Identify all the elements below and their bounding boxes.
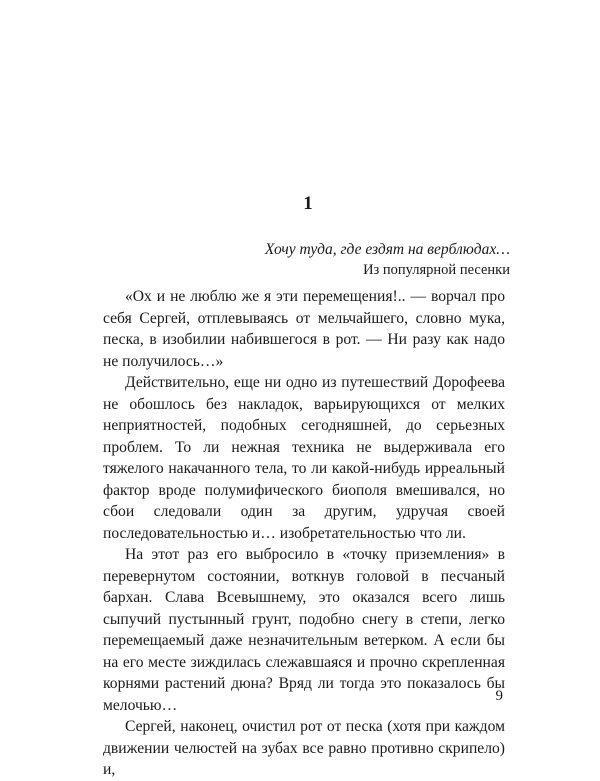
epigraph — [265, 240, 510, 280]
paragraph: Действительно, еще ни одно из путешествий Дорофеева не обошлось без накладок, варьирующихся от мелких неприятностей, подобных сегодняшней, до серьезных проблем. То ли нежная техника не выдерживала его тяжелого накачанного тела, то ли какой-нибудь ирреальный фактор вроде полумифического биополя вмешивался, но сбои следовали один за другим, удручая своей последовательностью и… изобретательностью что ли. — [103, 374, 505, 542]
paragraph: На этот раз его выбросило в «точку приземления» в перевернутом состоянии, воткнув головой в песчаный бархан. Слава Всевышнему, это оказался всего лишь сыпучий пустынный грунт, подобно снегу в степи, легко перемещаемый даже незначительным ветерком. А если бы на его месте зиждилась слежавшаяся и прочно скрепленная корнями растений дюна? Вряд ли тогда это показалось бы мелочью… — [103, 546, 505, 714]
chapter-number: 1 — [303, 193, 313, 214]
paragraph: Сергей, наконец, очистил рот от песка (хотя при каждом движении челюстей на зубах все равно противно скрипело) и, — [103, 718, 505, 778]
paragraph: «Ох и не люблю же я эти перемещения!.. — ворчал про себя Сергей, отплевываясь от мельчайшего, словно мука, песка, в изобилии набившегося в рот. — Ни разу как надо не получилось…» — [103, 288, 505, 370]
epigraph-source: Из популярной песенки — [363, 262, 510, 278]
body-text — [103, 286, 505, 781]
page-number: 9 — [495, 688, 503, 704]
epigraph-quote: Хочу туда, где ездят на верблюдах… — [264, 241, 510, 258]
